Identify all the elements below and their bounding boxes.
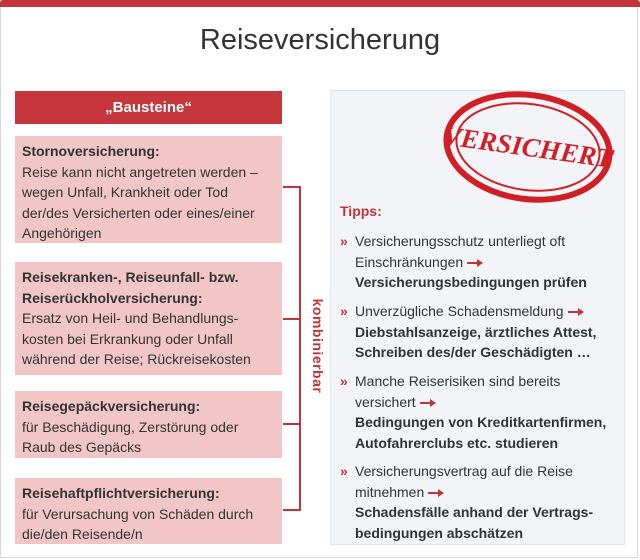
tip-action: Diebstahlsanzeige, ärztliches Attest, Schreiben des/der Geschädigten …	[355, 323, 597, 360]
bullet-icon: »	[340, 373, 348, 389]
tip-item	[340, 301, 615, 363]
tip-item	[340, 371, 615, 453]
module-reisegepaeck	[15, 391, 282, 458]
top-accent-bar	[0, 0, 640, 7]
module-reisehaftpflicht	[15, 478, 282, 544]
bullet-icon: »	[340, 463, 348, 479]
tip-item	[340, 231, 615, 293]
arrow-right-icon	[467, 259, 483, 267]
tip-item	[340, 461, 615, 543]
module-text: für Verursachung von Schäden durch die/den Reisende/n	[22, 505, 254, 542]
arrow-right-icon	[428, 489, 444, 497]
tip-text: Versicherungsschutz unterliegt oft Einschränkungen	[355, 233, 566, 270]
tip-text: Unverzügliche Schadensmeldung	[355, 303, 564, 319]
tips-title: Tipps:	[340, 203, 382, 219]
stamp-text: VERSICHERT	[441, 120, 615, 174]
tip-action: Bedingungen von Kreditkartenfirmen, Autofahrerclubs etc. studieren	[355, 414, 607, 451]
combinable-text: kombinierbar	[310, 298, 326, 394]
module-storno	[15, 136, 282, 243]
page-title: Reiseversicherung	[199, 24, 441, 56]
module-title: Reisegepäckversicherung:	[22, 398, 201, 414]
arrow-right-icon	[420, 399, 436, 407]
modules-header: „Bausteine“	[15, 91, 282, 124]
module-text: Ersatz von Heil- und Behandlungs-kosten bei Erkrankung oder Unfall während der Reise; Rückreisekosten	[22, 310, 251, 367]
tip-action: Schadensfälle anhand der Vertrags-bedingungen abschätzen	[355, 504, 594, 541]
tip-action: Versicherungsbedingungen prüfen	[355, 274, 587, 290]
versichert-stamp	[438, 82, 618, 212]
bullet-icon: »	[340, 233, 348, 249]
module-title: Reisekranken-, Reiseunfall- bzw. Reiserückholversicherung:	[22, 269, 239, 306]
bullet-icon: »	[340, 303, 348, 319]
module-title: Reisehaftpflichtversicherung:	[22, 485, 220, 501]
arrow-right-icon	[568, 308, 584, 316]
tip-text: Manche Reiserisiken sind bereits versichert	[355, 373, 561, 410]
module-title: Stornoversicherung:	[22, 143, 160, 159]
bracket-tick	[283, 423, 301, 425]
module-reisekranken	[15, 262, 282, 375]
tip-text: Versicherungsvertrag auf die Reise mitnehmen	[355, 463, 573, 500]
module-text: für Beschädigung, Zerstörung oder Raub des Gepäcks	[22, 418, 239, 455]
module-text: Reise kann nicht angetreten werden – wegen Unfall, Krankheit oder Tod der/des Versicherten oder eines/einer Angehörigen	[22, 163, 258, 241]
